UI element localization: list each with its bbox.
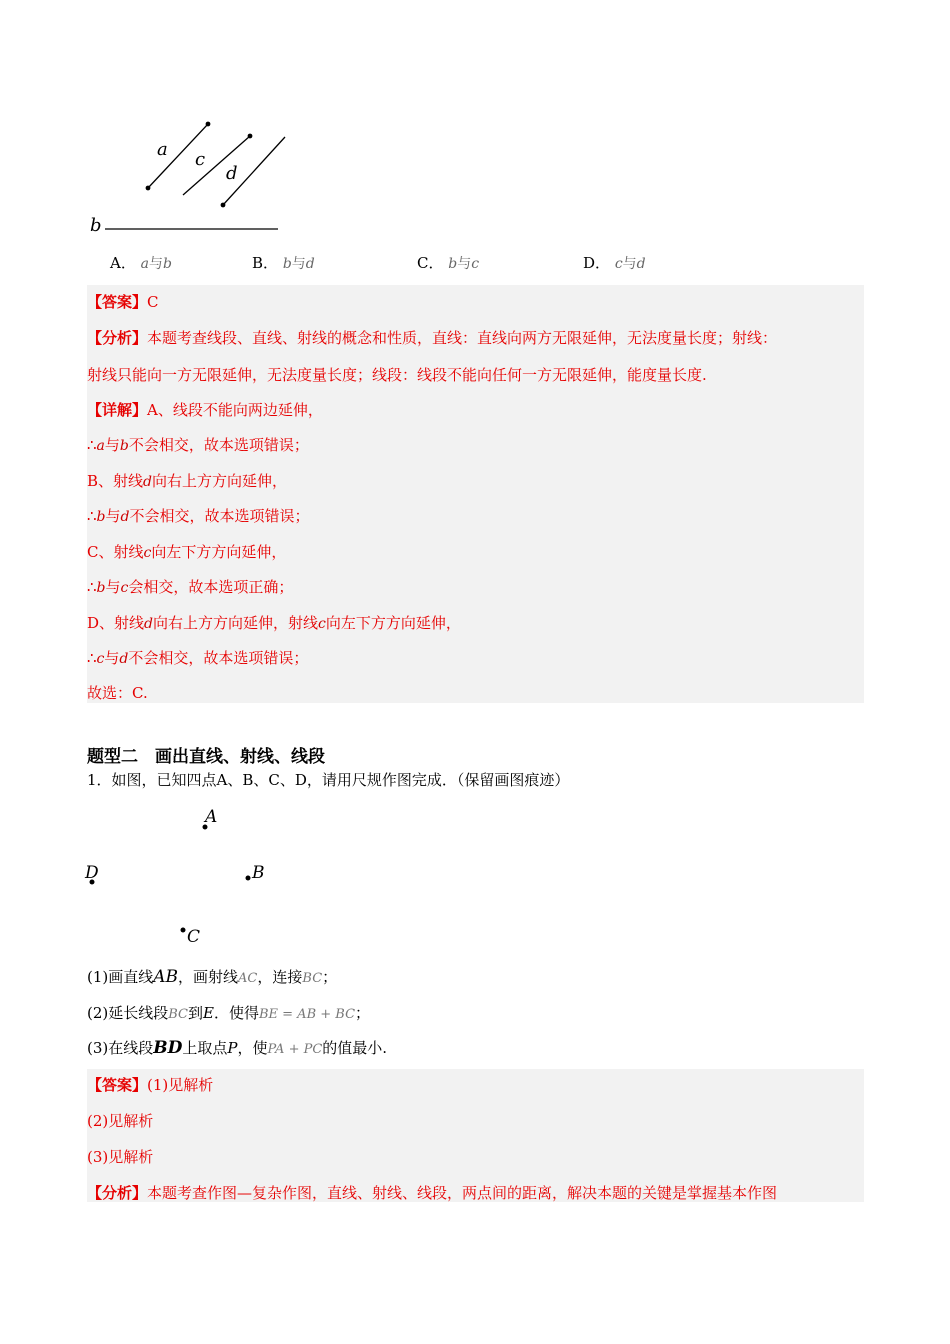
- label-point-c: C: [187, 927, 201, 947]
- figure-points: [80, 800, 265, 950]
- label-point-a: A: [205, 807, 218, 827]
- math-var: b: [282, 256, 292, 272]
- detail-text: 不会相交，故本选项错误；: [128, 436, 309, 454]
- analysis-text: 本题考查线段、直线、射线的概念和性质，直线：直线向两方无限延伸，无法度量长度；射线：: [147, 329, 778, 347]
- answer-item: (3)见解析: [87, 1148, 154, 1166]
- math-formula: PA + PC: [267, 1042, 323, 1057]
- math-var: b: [96, 580, 106, 596]
- detail-text: 与: [105, 507, 121, 525]
- therefore-symbol: ∴: [87, 578, 97, 596]
- math-var: c: [614, 256, 623, 272]
- detail-text: 不会相交，故本选项错误；: [129, 507, 310, 525]
- detail-text: A、线段不能向两边延伸，: [147, 401, 323, 419]
- detail-text: 向右上方方向延伸，射线: [153, 614, 319, 632]
- label-b: b: [90, 215, 102, 236]
- answer-tag: 【答案】: [87, 1076, 148, 1094]
- question-stem: 1．如图，已知四点A、B、C、D，请用尺规作图完成．（保留画图痕迹）: [87, 771, 570, 789]
- math-var: AB: [153, 967, 179, 987]
- subq-text: ．使得: [213, 1004, 259, 1022]
- point-c: [181, 928, 186, 933]
- therefore-symbol: ∴: [87, 436, 97, 454]
- choice-a[interactable]: [110, 252, 172, 273]
- subq-text: (2)延长线段: [87, 1004, 169, 1022]
- math-formula: BE = AB + BC: [258, 1007, 356, 1022]
- detail-line-4: [87, 505, 310, 526]
- answer-tag: 【答案】: [87, 293, 148, 311]
- label-a: a: [157, 139, 168, 160]
- choice-letter: C．: [417, 254, 444, 272]
- math-var: BD: [153, 1038, 183, 1058]
- math-var: c: [120, 580, 129, 596]
- detail-tag: 【详解】: [87, 401, 148, 419]
- choice-connector: 与: [291, 256, 306, 272]
- detail-line-3: [87, 470, 287, 491]
- label-c: c: [195, 149, 206, 170]
- math-var: b: [448, 256, 458, 272]
- math-var: BC: [302, 971, 323, 986]
- choice-connector: 与: [148, 256, 163, 272]
- conclusion-text: 故选：C.: [87, 684, 148, 702]
- therefore-symbol: ∴: [87, 507, 97, 525]
- math-var: c: [143, 545, 152, 561]
- choice-letter: D．: [583, 254, 611, 272]
- detail-text: B、射线: [87, 472, 144, 490]
- analysis-line-2: [87, 364, 707, 385]
- figure-lines: [85, 115, 315, 240]
- math-var: d: [305, 256, 315, 272]
- detail-text: 会相交，故本选项正确；: [128, 578, 294, 596]
- math-var: b: [119, 438, 129, 454]
- detail-text: 与: [105, 578, 121, 596]
- ray-d-endpoint: [221, 203, 226, 208]
- detail-line-8: [87, 647, 308, 668]
- subq-text: (1)画直线: [87, 968, 154, 986]
- answer-line-2: [87, 1110, 153, 1131]
- subquestion-1: [87, 966, 337, 987]
- analysis-text: 本题考查作图—复杂作图，直线、射线、线段，两点间的距离，解决本题的关键是掌握基本作图: [147, 1184, 778, 1202]
- math-var: P: [227, 1039, 238, 1057]
- choice-connector: 与: [457, 256, 472, 272]
- ray-c-endpoint: [248, 134, 253, 139]
- math-var: d: [120, 509, 130, 525]
- analysis-tag: 【分析】: [87, 1184, 148, 1202]
- point-b: [246, 876, 251, 881]
- segment-a-endpoint: [146, 186, 151, 191]
- analysis-line-1: [87, 327, 777, 348]
- subquestion-3: [87, 1037, 387, 1058]
- detail-line-7: [87, 612, 461, 633]
- answer-line: [87, 291, 159, 312]
- answer-line-3: [87, 1146, 153, 1167]
- detail-line-6: [87, 576, 293, 597]
- math-var: E: [203, 1004, 214, 1022]
- math-var: AC: [238, 971, 258, 986]
- analysis-tag: 【分析】: [87, 329, 148, 347]
- choice-letter: A．: [110, 254, 136, 272]
- detail-text: 不会相交，故本选项错误；: [128, 649, 309, 667]
- analysis-line: [87, 1182, 777, 1203]
- math-var: d: [636, 256, 646, 272]
- subq-text: ，使: [237, 1039, 268, 1057]
- detail-line-1: [87, 399, 323, 420]
- answer-item: (1)见解析: [147, 1076, 214, 1094]
- detail-text: 与: [104, 649, 120, 667]
- answer-line: [87, 1074, 213, 1095]
- subq-text: 上取点: [182, 1039, 228, 1057]
- math-var: c: [471, 256, 480, 272]
- detail-text: 向左下方方向延伸，: [151, 543, 287, 561]
- segment-a-endpoint: [206, 122, 211, 127]
- math-var: c: [318, 616, 326, 632]
- choice-connector: 与: [622, 256, 637, 272]
- solution-box-2: [87, 1069, 864, 1202]
- subquestion-2: [87, 1002, 370, 1023]
- label-d: d: [226, 163, 238, 184]
- label-point-d: D: [85, 863, 99, 883]
- math-var: a: [140, 256, 149, 272]
- choice-d[interactable]: [583, 252, 646, 273]
- math-var: b: [96, 509, 106, 525]
- detail-line-2: [87, 434, 309, 455]
- answer-value: C: [147, 293, 159, 311]
- answer-item: (2)见解析: [87, 1112, 154, 1130]
- math-var: d: [143, 474, 152, 490]
- math-var: d: [144, 616, 153, 632]
- math-var: d: [119, 651, 129, 667]
- detail-text: 与: [104, 436, 120, 454]
- subq-text: ；: [355, 1004, 371, 1022]
- therefore-symbol: ∴: [87, 649, 97, 667]
- math-var: b: [162, 256, 172, 272]
- detail-text: 向左下方方向延伸，: [325, 614, 461, 632]
- subq-text: ，连接: [257, 968, 303, 986]
- detail-text: C、射线: [87, 543, 144, 561]
- subq-text: 到: [188, 1004, 204, 1022]
- subq-text: 的值最小.: [322, 1039, 388, 1057]
- detail-line-5: [87, 541, 286, 562]
- conclusion-line: [87, 682, 148, 703]
- label-point-b: B: [252, 863, 265, 883]
- section-title: 题型二 画出直线、射线、线段: [87, 747, 325, 767]
- subq-text: ，画射线: [178, 968, 239, 986]
- choice-letter: B．: [252, 254, 279, 272]
- math-var: c: [96, 651, 105, 667]
- analysis-text: 射线只能向一方无限延伸，无法度量长度；线段：线段不能向任何一方无限延伸，能度量长度.: [87, 366, 707, 384]
- math-var: a: [96, 438, 105, 454]
- detail-text: D、射线: [87, 614, 145, 632]
- detail-text: 向右上方方向延伸，: [152, 472, 288, 490]
- math-var: BC: [168, 1007, 188, 1022]
- subq-text: (3)在线段: [87, 1039, 154, 1057]
- subq-text: ；: [322, 968, 338, 986]
- solution-box-1: [87, 285, 864, 703]
- choice-c[interactable]: [417, 252, 479, 273]
- choice-b[interactable]: [252, 252, 315, 273]
